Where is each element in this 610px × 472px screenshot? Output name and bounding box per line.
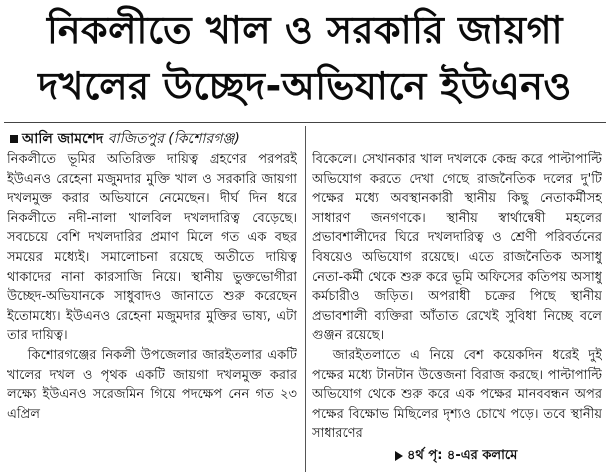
continuation-text: ৪র্থ পৃ: ৪-এর কলামে [407, 448, 518, 463]
arrow-right-icon [395, 451, 403, 461]
paragraph: কিশোরগঞ্জের নিকলী উপজেলার জারইতলার একটি খালের দখল ও পৃথক একটি জায়গা দখলমুক্ত করার লক্ষ্যে ইউএনও সরেজমিন গিয়ে পদক্ষেপ নেন গত ২৩ এপ্রিল [7, 347, 297, 422]
paragraph: নিকলীতে ভূমির অতিরিক্ত দায়িত্ব গ্রহণের পরপরই ইউএনও রেহেনা মজুমদার মুক্তি খাল ও সরকারি জায়গা দখলমুক্ত করার অভিযানে নেমেছেন। দীর্ঘ দিন ধরে নিকলীতে নদী-নালা খালবিল দখলদারিত্ব বেড়েছে। সবচেয়ে বেশি দখলদারির প্রমাণ মিলে গত এক বছর সময়ের মধ্যেই। সমালোচনা রয়েছে অতীতে দায়িত্ব থাকাদের নানা কারসাজি নিয়ে। স্থানীয় ভুক্তভোগীরা উচ্ছেদ-অভিযানকে সাধুবাদও জানাতে শুরু করেছেন ইতোমধ্যে। ইউএনও রেহেনা মজুমদার মুক্তির ভাষ্য, এটা তার দায়িত্ব। [7, 152, 297, 344]
byline-square-icon [10, 135, 18, 143]
reporter-location: বাজিতপুর (কিশোরগঞ্জ) [107, 131, 240, 147]
continuation-note [395, 446, 517, 467]
headline-divider [4, 122, 606, 123]
reporter-name: আলি জামশেদ [22, 131, 104, 147]
byline [10, 130, 240, 148]
headline-line-2: দখলের উচ্ছেদ-অভিযানে ইউএনও [38, 64, 572, 108]
article-column-left [7, 150, 297, 472]
paragraph: জারইতলাতে এ নিয়ে বেশ কয়েকদিন ধরেই দুই পক্ষের মধ্যে টানটান উত্তেজনা বিরাজ করছে। পাল্টাপাল্টি অভিযোগ থেকে শুরু করে এক পক্ষের মানববন্ধন অপর পক্ষের বিক্ষোভ মিছিলের দৃশ্যও চোখে পড়ে। তবে স্থানীয় সাধারণের [312, 347, 602, 442]
article-column-right [312, 150, 602, 450]
column-divider [305, 126, 306, 472]
headline-line-1: নিকলীতে খাল ও সরকারি জায়গা [47, 8, 563, 52]
paragraph: বিকেলে। সেখানকার খাল দখলকে কেন্দ্র করে পাল্টাপাল্টি অভিযোগ করতে দেখা গেছে রাজনৈতিক দলের দু'টি পক্ষের মধ্যে অবস্থানকারী স্থানীয় কিছু নেতাকর্মীসহ সাধারণ জনগণকে। স্থানীয় স্বার্থান্বেষী মহলের প্রভাবশালীদের ঘিরে দখলদারিত্ব ও শ্রেণী পরিবর্তনের বিষয়েও অভিযোগ রয়েছে। এতে রাজনৈতিক অসাধু নেতা-কর্মী থেকে শুরু করে ভূমি অফিসের কতিপয় অসাধু কর্মচারীও জড়িত। অপরাধী চক্রের পিছে স্থানীয় প্রভাবশালী ব্যক্তিরা আঁতাত রেখেই সুবিধা নিচ্ছে বলে গুঞ্জন রয়েছে। [312, 152, 602, 344]
